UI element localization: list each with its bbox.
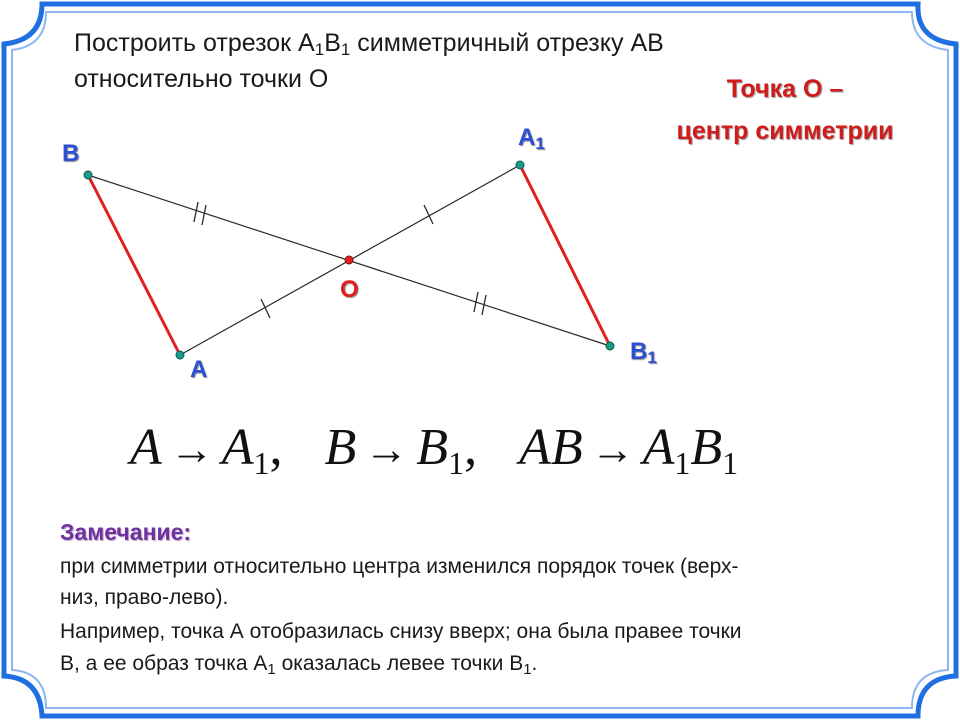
point-b <box>84 171 92 179</box>
label-o: O <box>340 276 359 303</box>
arrow-icon: → <box>169 425 214 474</box>
remark-heading: Замечание: <box>60 519 192 545</box>
point-a <box>176 351 184 359</box>
label-b: B <box>62 140 80 167</box>
title-line-2: относительно точки О <box>74 65 329 93</box>
segment-a1b1 <box>520 165 610 346</box>
mapping-formula: A → A1, B → B1, AB → A1B1 <box>130 419 739 481</box>
remark-line-4: В, а ее образ точка $А_1$ оказалась левее точки $В_1$. <box>60 652 538 678</box>
title-line-1: Построить отрезок $A_1B_1$ симметричный отрезку AB <box>74 29 664 59</box>
remark-line-1: при симметрии относительно центра изменился порядок точек (верх- <box>60 555 739 578</box>
formula-a: A <box>130 419 162 476</box>
center-note-line-2: центр симметрии <box>676 117 894 145</box>
formula-b: B <box>324 419 357 476</box>
label-b1: $B_1$ <box>630 338 657 367</box>
segment-ab <box>88 175 180 355</box>
label-a1: $A_1$ <box>518 124 545 153</box>
remark-line-3: Например, точка А отобразилась снизу вверх; она была правее точки <box>60 620 742 643</box>
formula-ab: AB <box>519 419 583 476</box>
point-a1 <box>516 161 524 169</box>
tick-ob-1 <box>194 202 198 222</box>
label-a: A <box>190 356 208 383</box>
point-o <box>345 256 353 264</box>
remark-line-2: низ, право-лево). <box>60 586 229 609</box>
arrow-icon: → <box>590 425 635 474</box>
tick-ob-2 <box>202 205 206 225</box>
center-note-line-1: Точка О – <box>726 75 844 103</box>
point-b1 <box>606 342 614 350</box>
arrow-icon: → <box>364 425 409 474</box>
